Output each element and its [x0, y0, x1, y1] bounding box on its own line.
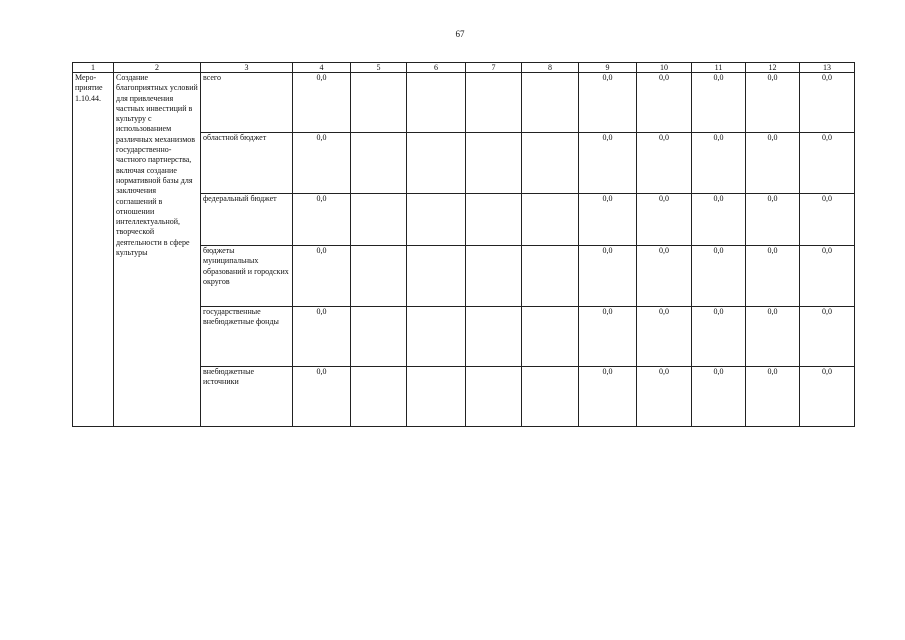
- funding-table: [72, 62, 855, 427]
- amount-cell: 0,0: [293, 367, 351, 427]
- amount-cell: [466, 307, 522, 367]
- amount-cell: 0,0: [579, 246, 637, 307]
- amount-cell: 0,0: [746, 307, 800, 367]
- amount-cell: 0,0: [746, 194, 800, 246]
- amount-cell: 0,0: [692, 246, 746, 307]
- amount-cell: 0,0: [293, 246, 351, 307]
- column-number: 4: [293, 63, 351, 73]
- amount-cell: 0,0: [800, 73, 855, 133]
- column-number: 5: [351, 63, 407, 73]
- amount-cell: 0,0: [579, 73, 637, 133]
- amount-cell: 0,0: [746, 367, 800, 427]
- amount-cell: 0,0: [293, 73, 351, 133]
- amount-cell: [351, 73, 407, 133]
- amount-cell: [466, 246, 522, 307]
- amount-cell: [351, 133, 407, 194]
- amount-cell: [407, 133, 466, 194]
- amount-cell: 0,0: [579, 367, 637, 427]
- amount-cell: 0,0: [293, 194, 351, 246]
- column-number: 1: [73, 63, 114, 73]
- amount-cell: [351, 194, 407, 246]
- amount-cell: 0,0: [579, 133, 637, 194]
- column-number: 3: [201, 63, 293, 73]
- amount-cell: 0,0: [800, 194, 855, 246]
- amount-cell: 0,0: [800, 367, 855, 427]
- funding-source: внебюджетные источники: [201, 367, 293, 427]
- column-number: 2: [114, 63, 201, 73]
- funding-source: федеральный бюджет: [201, 194, 293, 246]
- amount-cell: 0,0: [637, 73, 692, 133]
- amount-cell: [522, 246, 579, 307]
- amount-cell: 0,0: [579, 194, 637, 246]
- amount-cell: [522, 367, 579, 427]
- amount-cell: [407, 367, 466, 427]
- amount-cell: 0,0: [746, 246, 800, 307]
- amount-cell: 0,0: [746, 73, 800, 133]
- column-number: 6: [407, 63, 466, 73]
- amount-cell: [522, 307, 579, 367]
- amount-cell: [466, 133, 522, 194]
- column-number-row: [73, 63, 855, 73]
- column-number: 10: [637, 63, 692, 73]
- measure-code: Меро- приятие 1.10.44.: [73, 73, 114, 427]
- amount-cell: 0,0: [800, 246, 855, 307]
- amount-cell: [351, 246, 407, 307]
- amount-cell: [522, 194, 579, 246]
- amount-cell: [466, 73, 522, 133]
- amount-cell: 0,0: [800, 307, 855, 367]
- amount-cell: [407, 246, 466, 307]
- column-number: 11: [692, 63, 746, 73]
- column-number: 13: [800, 63, 855, 73]
- funding-source: областной бюджет: [201, 133, 293, 194]
- amount-cell: [522, 133, 579, 194]
- amount-cell: 0,0: [637, 246, 692, 307]
- amount-cell: [351, 367, 407, 427]
- amount-cell: [522, 73, 579, 133]
- measure-name: Создание благоприятных условий для привлечения частных инвестиций в культуру с использованием различных механизмов государственно-частного партнерства, включая создание нормативной базы для заключения соглашений в отношении интеллектуальной, творческой деятельности в сфере культуры: [114, 73, 201, 427]
- amount-cell: 0,0: [692, 73, 746, 133]
- amount-cell: 0,0: [579, 307, 637, 367]
- amount-cell: [407, 194, 466, 246]
- amount-cell: [351, 307, 407, 367]
- table-row: [73, 73, 855, 133]
- column-number: 12: [746, 63, 800, 73]
- amount-cell: 0,0: [692, 194, 746, 246]
- column-number: 7: [466, 63, 522, 73]
- amount-cell: 0,0: [637, 307, 692, 367]
- funding-source: государственные внебюджетные фонды: [201, 307, 293, 367]
- column-number: 9: [579, 63, 637, 73]
- amount-cell: 0,0: [637, 367, 692, 427]
- amount-cell: 0,0: [293, 133, 351, 194]
- amount-cell: 0,0: [293, 307, 351, 367]
- amount-cell: [466, 367, 522, 427]
- amount-cell: 0,0: [692, 367, 746, 427]
- amount-cell: [466, 194, 522, 246]
- amount-cell: 0,0: [746, 133, 800, 194]
- amount-cell: [407, 73, 466, 133]
- amount-cell: [407, 307, 466, 367]
- column-number: 8: [522, 63, 579, 73]
- amount-cell: 0,0: [692, 133, 746, 194]
- funding-source: всего: [201, 73, 293, 133]
- amount-cell: 0,0: [637, 194, 692, 246]
- amount-cell: 0,0: [637, 133, 692, 194]
- page-number: 67: [455, 29, 465, 39]
- amount-cell: 0,0: [692, 307, 746, 367]
- amount-cell: 0,0: [800, 133, 855, 194]
- funding-source: бюджеты муниципальных образований и городских округов: [201, 246, 293, 307]
